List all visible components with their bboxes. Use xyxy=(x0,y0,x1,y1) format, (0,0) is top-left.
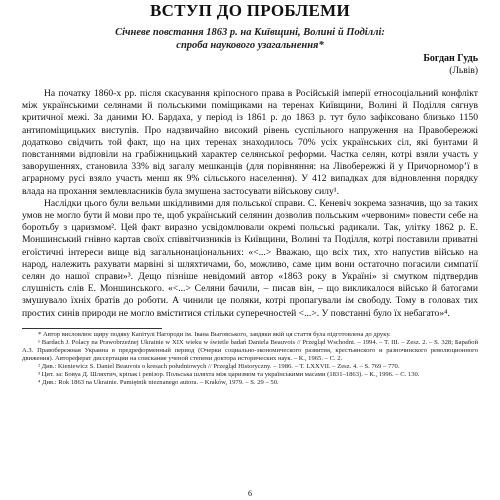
footnote: ⁴ Див.: Rok 1863 na Ukrainie. Pamiętnik nieznanego autora. – Kraków, 1979. – S. 29 – 50. xyxy=(38,379,279,387)
article-title xyxy=(22,26,478,52)
footnote: ² Див.: Kieniewicz S. Daniel Beauvois o kresach południowych // Przegląd Historyczny. – 1986. – T. LXXVII. – Zesz. 4. – S. 769 – 770. xyxy=(38,363,400,371)
author-name: Богдан Гудь xyxy=(423,53,478,64)
footnotes xyxy=(22,331,478,388)
article-body xyxy=(22,88,478,320)
section-title: ВСТУП ДО ПРОБЛЕМИ xyxy=(150,1,350,20)
article-title-line-1: Січневе повстання 1863 р. на Київщині, Волині й Поділлі: xyxy=(115,27,385,38)
footnote: * Автор висловлює щиру подяку Капітулі Нагороди ім. Івана Выговського, завдяки якій ця стаття була підготовлена до друку. xyxy=(38,330,391,338)
footnote-divider xyxy=(22,328,162,329)
body-paragraph: На початку 1860-х рр. після скасування кріпосного права в Російській імперії етносоціальний конфлікт між українськими селянами й польськими поміщиками на теренах Київщини, Волині й Поділля сягнув критичної межі. За даними Ю. Бардаха, у період із 1861 р. до 1863 р. тут було зафіксовано близько 1150 антипоміщицьких виступів. Про надзвичайно високий рівень суспільного напруження на Правобережжі додатково свідчить той факт, що на цих теренах знаходилось 70% усіх українських сіл, які бунтами й повстаннями відповіли на грабіжницький характер селянської реформи. Частка селян, котрі взяли участь у заворушеннях, становила 33% від загалу мешканців (для порівняння: на Лівобережжі й у Причорномор’ї в аграрному русі взяло участь менш як 9% сільського населення). У 412 випадках для відновлення порядку влада на прохання землевласників була змушена застосувати військову силу¹. xyxy=(22,88,478,197)
author-affiliation: (Львів) xyxy=(449,66,478,76)
body-paragraph: Наслідки цього були вельми шкідливими для польської справи. С. Кеневіч зокрема зазначив, що за таких умов не могло бути й мови про те, щоб український селянин дозволив польським «червоним» повести себе на боротьбу з царизмом². Цей факт виразно усвідомлювали окремі польські радикали. Так, улітку 1862 р. Е. Моншинський гнівно картав своїх співвітчизників із Київщини, Волині та Поділля, котрі поставили приватні егоїстичні інтереси вище від загальнонаціональних: «<...> Вважаю, що всіх тих, хто напустив військо на народ, належить рахувати марвіні зі шляхтичами, бо, можливо, саме цим вони остаточно погасили симпатії селян до нашої справи»³. Дещо пізніше невідомий автор «1863 року в Україні» зі смутком підтвердив слушність слів Е. Моншинського. «<...> Селяни бачили, – писав він, – що викликалося військо й батогами змушувало їхніх братів до роботи. А чинили це поляки, котрі пропагували ім свободу. Тому в головах тих простих синів природи не могло вміститися стільки суперечностей <...>. У повстанні було їх небагато»⁴. xyxy=(22,197,478,319)
article-title-line-2: спроба наукового узагальнення* xyxy=(176,40,324,51)
footnote: ³ Цит. за: Бовуа Д. Шляхтич, кріпак і ревізор. Польська шляхта між царизмом та українськими масами (1831–1863). – К., 1996. – С. 130. xyxy=(38,371,420,379)
footnote: ¹ Bardach J. Polacy na Prawobrzeżnej Ukrainie w XIX wieku w świetle badań Daniela Beauvois // Przegląd Wschodni. – 1994. – T. III. – Zesz. 2. – S. 328; Барабой А.З. Правобережная Украина в предреформенный период (Очерки социально-экономического развития, крестьянского и разночинского революционного движения). Автореферат диссертации на соискание ученой степени доктора исторических наук. – К., 1965. – С. 2. xyxy=(22,338,478,363)
page-number: 6 xyxy=(248,489,252,498)
